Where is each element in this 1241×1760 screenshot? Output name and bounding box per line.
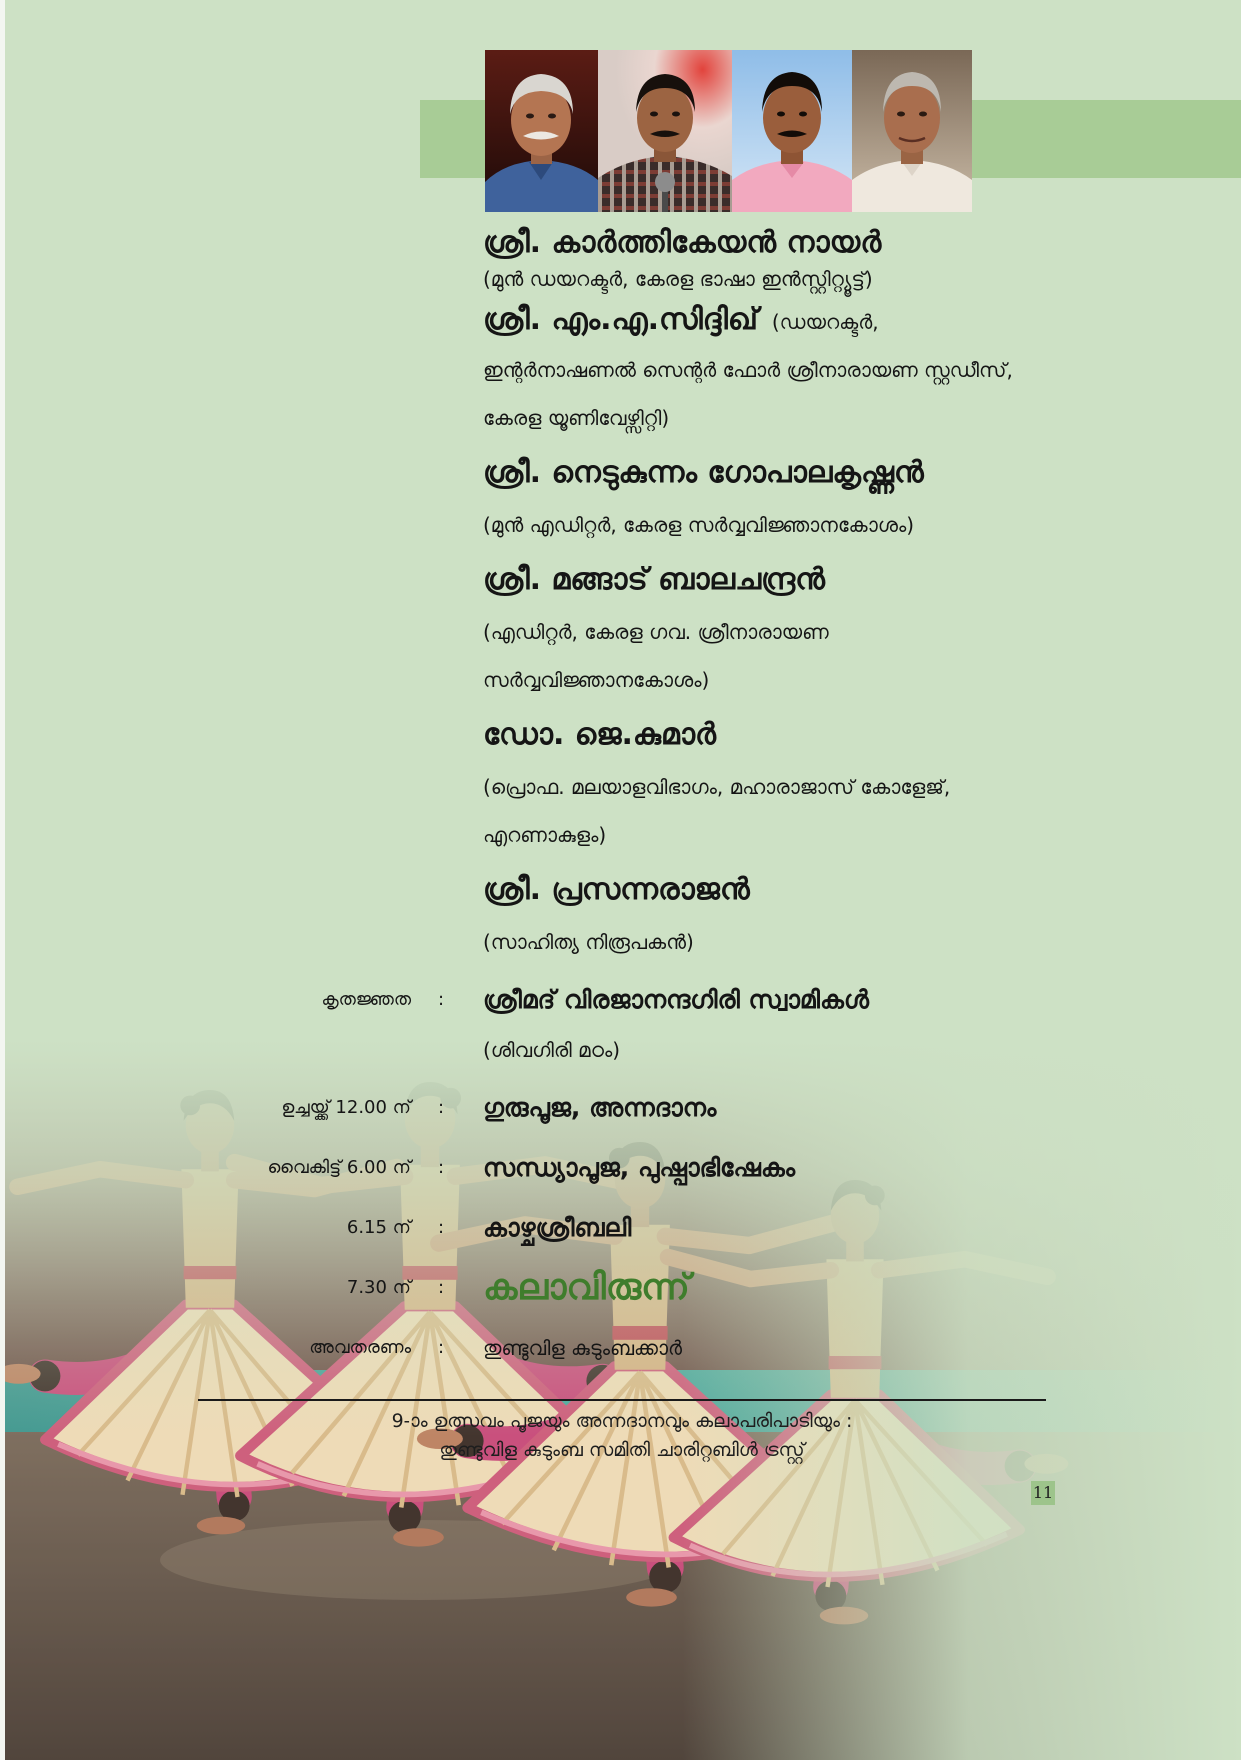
speaker-name-6: ശ്രീ. പ്രസന്നരാജൻ — [483, 872, 750, 907]
schedule-separator: : — [438, 1337, 445, 1358]
speaker-affiliation-1: (മുൻ ഡയറക്ടർ, കേരള ഭാഷാ ഇൻസ്റ്റിറ്റ്യൂട്ട്) — [483, 267, 873, 291]
schedule-value-sub: (ശിവഗിരി മഠം) — [483, 1038, 621, 1062]
schedule-separator: : — [438, 1157, 445, 1178]
speaker-affiliation-5-cont: എറണാകുളം) — [483, 823, 607, 847]
page-number: 11 — [1031, 1481, 1055, 1505]
schedule-label: അവതരണം — [309, 1337, 411, 1358]
speaker-name-5: ഡോ. ജെ.കുമാർ — [483, 717, 717, 752]
speaker-affiliation-4: (എഡിറ്റർ, കേരള ഗവ. ശ്രീനാരായണ — [483, 620, 829, 644]
speaker-affiliation-2: ഇന്റർനാഷണൽ സെന്റർ ഫോർ ശ്രീനാരായണ സ്റ്റഡീസ്, — [483, 358, 1013, 382]
schedule-row-evening — [0, 1146, 1241, 1190]
schedule-value: ശ്രീമദ് വിരജാനന്ദഗിരി സ്വാമികൾ — [483, 985, 869, 1014]
schedule-row-615 — [0, 1206, 1241, 1250]
schedule-row-thanks-sub — [0, 1028, 1241, 1072]
schedule-value: സന്ധ്യാപൂജ, പുഷ്പാഭിഷേകം — [483, 1153, 796, 1182]
speaker-affiliation-2-inline: (ഡയറക്ടർ, — [771, 310, 879, 334]
schedule-row-noon — [0, 1086, 1241, 1130]
speaker-affiliation-2-cont: കേരള യൂണിവേഴ്സിറ്റി) — [483, 406, 670, 430]
schedule-label: 6.15 ന് — [346, 1217, 411, 1238]
schedule-value: തുണ്ടുവിള കുടുംബക്കാർ — [483, 1336, 683, 1360]
schedule-label: കൃതജ്ഞത — [321, 989, 411, 1010]
speaker-name-1: ശ്രീ. കാർത്തികേയൻ നായർ — [483, 225, 882, 260]
footer-sponsor-line-1: 9-ാം ഉത്സവം പൂജയും അന്നദാനവും കലാപരിപാടിയും : — [391, 1410, 853, 1432]
schedule-row-presentation — [0, 1326, 1241, 1370]
schedule-row-thanks — [0, 978, 1241, 1022]
speaker-affiliation-5: (പ്രൊഫ. മലയാളവിഭാഗം, മഹാരാജാസ് കോളേജ്, — [483, 775, 951, 799]
page-left-edge — [0, 0, 5, 1760]
speaker-name-2: ശ്രീ. എം.എ.സിദ്ദിഖ് — [483, 302, 758, 337]
schedule-separator: : — [438, 989, 445, 1010]
schedule-label: വൈകിട്ട് 6.00 ന് — [267, 1157, 411, 1178]
schedule-separator: : — [438, 1097, 445, 1118]
schedule-row-730 — [0, 1266, 1241, 1310]
schedule-value: കാഴ്ചശ്രീബലി — [483, 1213, 632, 1242]
schedule-value: ഗുരുപൂജ, അന്നദാനം — [483, 1093, 717, 1122]
schedule-value-highlight: കലാവിരുന്ന് — [483, 1267, 690, 1308]
schedule-separator: : — [438, 1277, 445, 1298]
speaker-name-3: ശ്രീ. നെടുകുന്നം ഗോപാലകൃഷ്ണൻ — [483, 455, 924, 490]
schedule-label: 7.30 ന് — [346, 1277, 411, 1298]
schedule-separator: : — [438, 1217, 445, 1238]
speaker-affiliation-6: (സാഹിത്യ നിരൂപകൻ) — [483, 930, 694, 954]
speaker-line-2 — [483, 300, 879, 340]
footer-divider — [198, 1399, 1046, 1401]
speaker-affiliation-3: (മുൻ എഡിറ്റർ, കേരള സർവ്വവിജ്ഞാനകോശം) — [483, 513, 915, 537]
speaker-name-4: ശ്രീ. മങ്ങാട് ബാലചന്ദ്രൻ — [483, 562, 825, 597]
schedule-label: ഉച്ചയ്ക്ക് 12.00 ന് — [281, 1097, 411, 1118]
footer-sponsor-line-2: തുണ്ടുവിള കുടുംബ സമിതി ചാരിറ്റബിൾ ട്രസ്റ്റ് — [439, 1439, 805, 1461]
speaker-affiliation-4-cont: സർവ്വവിജ്ഞാനകോശം) — [483, 668, 710, 692]
